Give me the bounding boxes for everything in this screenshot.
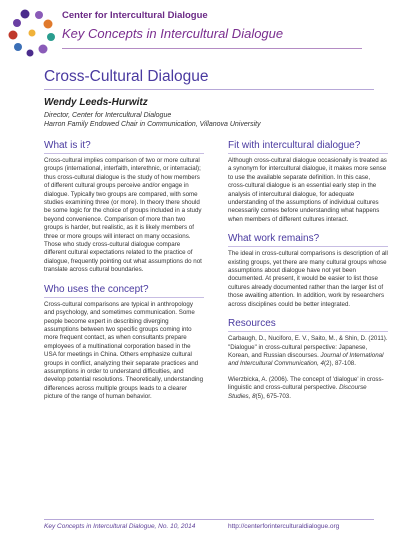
org-name: Center for Intercultural Dialogue: [62, 10, 208, 21]
footer-series-info: Key Concepts in Intercultural Dialogue, No. 10, 2014: [44, 523, 196, 530]
section-heading-remains: What work remains?: [228, 233, 388, 247]
section-text-fit: Although cross-cultural dialogue occasionally is treated as a synonym for intercultural dialogue, it makes more sense to use the available separate definition. In this case, cross-cultural dialogue is an essential early step in the analysis of intercultural dialogue, for adequate understanding of the assumptions of individual cultures necessarily comes before understanding what happens when members of different cultures interact.: [228, 157, 387, 223]
section-heading-what: What is it?: [44, 140, 204, 154]
cid-logo-icon: [8, 6, 56, 58]
section-text-what: Cross-cultural implies comparison of two or more cultural groups (international, interfaith, interethnic, or interracial); thus cross-cultural dialogue is the study of how members of different cultural groups perceive and/or engage in dialogue. Typically two groups are compared, with some studies examining three (or more). In theory there should be some logic for the choice of groups included in a study beyond convenience. Comparison of more than two groups is harder, but realistic, as it is likely members of three or more groups will interact on many occasions. Those who study cross-cultural dialogue compare different cultural expectations related to the practice of dialogue, frequently pointing out what assumptions do not translate across cultural boundaries.: [44, 157, 202, 274]
section-text-who: Cross-cultural comparisons are typical in anthropology and psychology, and sometimes communication. Some people become expert in describing diverging assumptions between two specific groups coming into more frequent contact, as when consultants prepare employees of a multinational corporation based in the USA for meetings in China. Others emphasize cultural groups in conflict, analyzing their separate practices and assumptions in order to understand difficulties, and develop potential resolutions. Theoretically, understanding differences across multiple groups leads to a clearer picture of the range of human behavior.: [44, 300, 204, 401]
series-title: Key Concepts in Intercultural Dialogue: [62, 26, 284, 41]
right-column: [228, 140, 388, 408]
left-column: [44, 140, 204, 411]
reference-citation: Carbaugh, D., Nuciforo, E. V., Saito, M., & Shin, D. (2011). "Dialogue" in cross-cultural perspective: Japanese, Korean, and Russian discourses.: [228, 335, 388, 359]
page-header: [0, 0, 411, 62]
section-heading-who: Who uses the concept?: [44, 284, 204, 298]
reference-journal: Journal of International and Intercultural Communication, 4: [228, 351, 384, 368]
title-divider: [44, 89, 374, 90]
footer-divider: [44, 519, 374, 520]
footer-url-link[interactable]: http://centerforinterculturaldialogue.org: [228, 523, 340, 530]
author-affiliation-2: Harron Family Endowed Chair in Communication, Villanova University: [44, 121, 261, 128]
reference-journal: Discourse Studies, 8: [228, 384, 367, 400]
reference-pages: (5), 675-703.: [255, 392, 291, 400]
page-title: Cross-Cultural Dialogue: [44, 68, 209, 85]
section-text-remains: The ideal in cross-cultural comparisons is description of all existing groups, yet there are many cultural groups whose assumptions about dialogue have not yet been documented. At present, it would be easier to list those cultures already documented rather than the larger list of those awaiting attention. In addition, work by researchers across disciplines could be better integrated.: [228, 250, 388, 308]
author-affiliation-1: Director, Center for Intercultural Dialogue: [44, 112, 172, 119]
reference-item: [228, 376, 388, 401]
reference-pages: (2), 87-108.: [323, 360, 356, 368]
reference-item: [228, 335, 388, 369]
author-name: Wendy Leeds-Hurwitz: [44, 97, 148, 108]
header-divider: [62, 48, 362, 49]
section-heading-resources: Resources: [228, 318, 388, 332]
section-heading-fit: Fit with intercultural dialogue?: [228, 140, 388, 154]
reference-citation: Wierzbicka, A. (2006). The concept of 'dialogue' in cross-linguistic and cross-cultural perspective.: [228, 375, 384, 392]
